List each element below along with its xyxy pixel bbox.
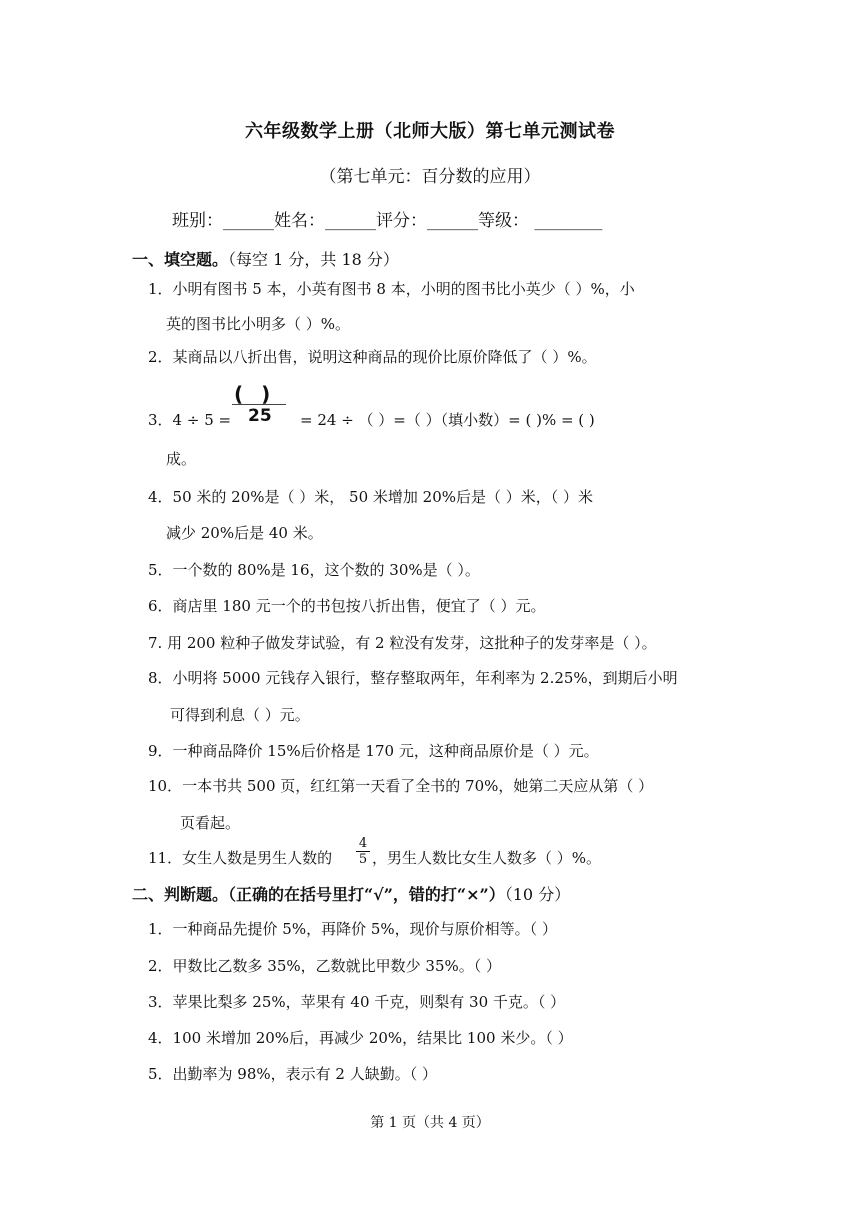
fill-question-7: 7. 用 200 粒种子做发芽试验，有 2 粒没有发芽，这批种子的发芽率是（ ）。 — [148, 634, 657, 652]
student-info-line: 班别：______姓名：______评分：______等级： ________ — [172, 211, 603, 231]
fill-question-8a: 8．小明将 5000 元钱存入银行，整存整取两年，年利率为 2.25%，到期后小明 — [148, 669, 678, 687]
fill-section-heading — [132, 247, 399, 270]
fraction-four-fifths — [356, 836, 370, 867]
fraction-blank-denominator: 25 — [248, 406, 272, 426]
fill-question-3-left: 3．4 ÷ 5 = — [148, 411, 232, 429]
fraction-bar — [232, 404, 286, 405]
fraction-denominator: 5 — [358, 852, 368, 867]
judge-section-title: 二、判断题。（正确的在括号里打“√”，错的打“×”） — [132, 885, 505, 904]
fill-question-6: 6．商店里 180 元一个的书包按八折出售，便宜了（ ）元。 — [148, 597, 546, 615]
fill-question-8b: 可得到利息（ ）元。 — [170, 706, 310, 724]
fraction-numerator: 4 — [358, 836, 368, 851]
judge-question-3: 3．苹果比梨多 25%，苹果有 40 千克，则梨有 30 千克。（ ） — [148, 993, 566, 1011]
judge-question-5: 5．出勤率为 98%，表示有 2 人缺勤。（ ） — [148, 1065, 438, 1083]
fraction-blank-numerator: () — [234, 382, 289, 406]
fill-question-3b: 成。 — [166, 450, 197, 468]
fill-question-5: 5．一个数的 80%是 16，这个数的 30%是（ ）。 — [148, 561, 480, 579]
fill-question-4b: 减少 20%后是 40 米。 — [166, 524, 323, 542]
fill-question-10b: 页看起。 — [180, 814, 241, 832]
fill-question-10a: 10．一本书共 500 页，红红第一天看了全书的 70%，她第二天应从第（ ） — [148, 777, 654, 795]
fill-section-title: 一、填空题。 — [132, 250, 229, 269]
judge-question-2: 2．甲数比乙数多 35%，乙数就比甲数少 35%。（ ） — [148, 957, 502, 975]
fill-question-3-right: = 24 ÷ （ ）=（ ）（填小数）= ( )% = ( ) — [300, 411, 595, 429]
judge-section-heading — [132, 882, 570, 905]
judge-question-1: 1．一种商品先提价 5%，再降价 5%，现价与原价相等。（ ） — [148, 920, 557, 938]
fill-question-2: 2．某商品以八折出售，说明这种商品的现价比原价降低了（ ）%。 — [148, 348, 597, 366]
fill-question-1a: 1．小明有图书 5 本，小英有图书 8 本，小明的图书比小英少（ ）%，小 — [148, 280, 635, 298]
fill-question-4a: 4．50 米的 20%是（ ）米， 50 米增加 20%后是（ ）米，（ ）米 — [148, 488, 594, 506]
judge-section-note: （10 分） — [504, 885, 571, 904]
fill-question-11-right: ，男生人数比女生人数多（ ）%。 — [372, 849, 602, 867]
fill-question-9: 9．一种商品降价 15%后价格是 170 元，这种商品原价是（ ）元。 — [148, 742, 599, 760]
fill-section-note: （每空 1 分，共 18 分） — [228, 250, 399, 269]
page-subtitle: （第七单元：百分数的应用） — [319, 167, 541, 187]
page-footer: 第 1 页（共 4 页） — [370, 1115, 490, 1131]
judge-question-4: 4．100 米增加 20%后，再减少 20%，结果比 100 米少。（ ） — [148, 1029, 573, 1047]
fill-question-11-left: 11．女生人数是男生人数的 — [148, 849, 333, 867]
page-title: 六年级数学上册（北师大版）第七单元测试卷 — [245, 121, 615, 142]
fill-question-1b: 英的图书比小明多（ ）%。 — [166, 315, 351, 333]
fraction-blank — [226, 382, 290, 424]
